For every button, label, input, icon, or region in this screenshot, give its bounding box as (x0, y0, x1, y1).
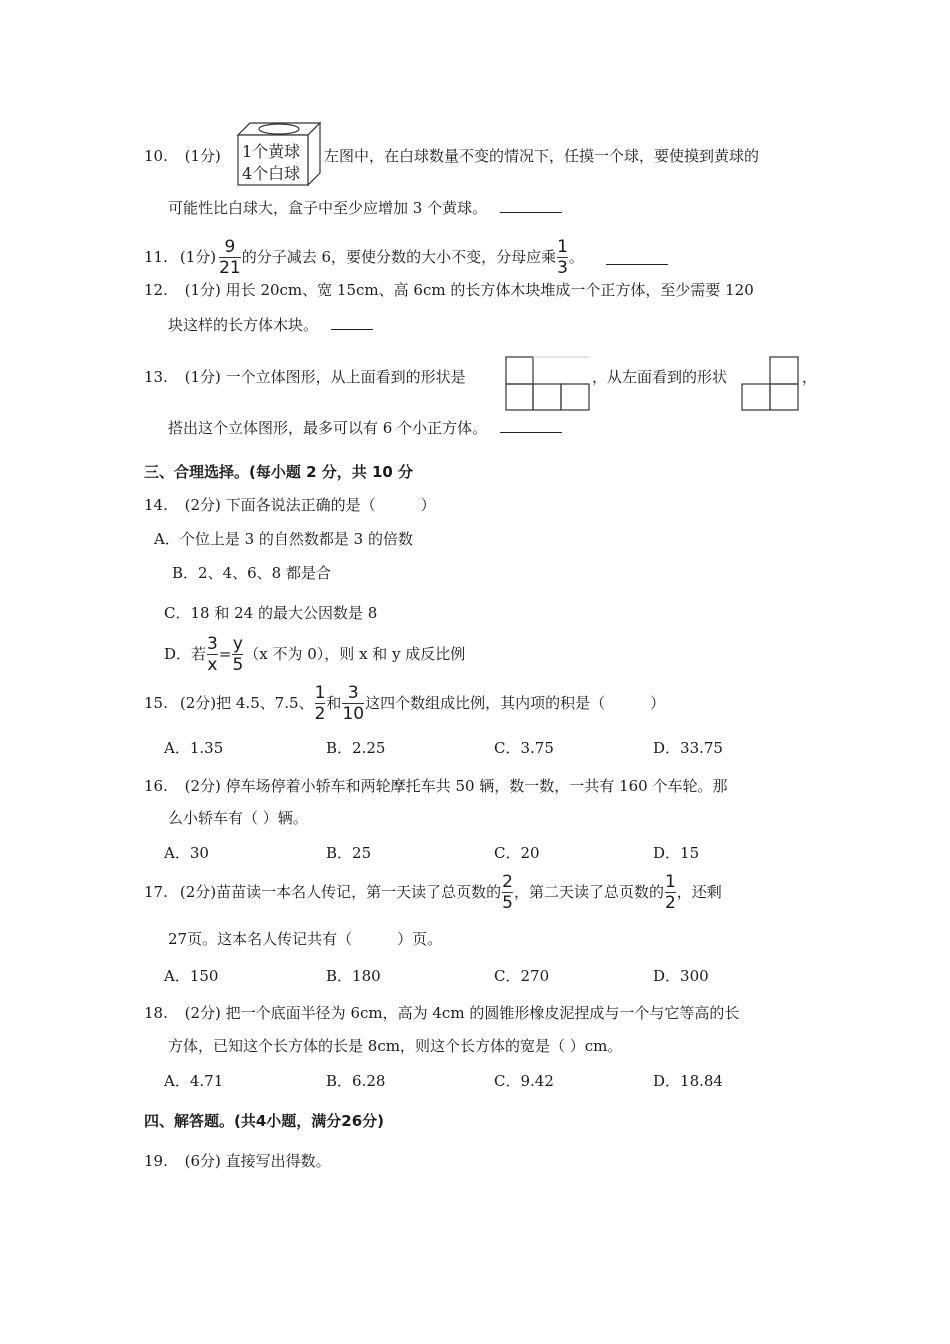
q16-text-a: 停车场停着小轿车和两轮摩托车共 50 辆，数一数，一共有 160 个车轮。那 (225, 777, 728, 795)
q17-frac2-numerator: 1 (664, 871, 676, 892)
q13-text-d: 搭出这个立体图形，最多可以有 6 个小正方体。 (168, 419, 488, 437)
q16-option-c[interactable]: C．20 (494, 844, 540, 862)
q14-option-c[interactable]: C．18 和 24 的最大公因数是 8 (164, 604, 378, 622)
box-label-yellow: 1个黄球 (242, 142, 301, 161)
q17-score: (2分) (179, 883, 217, 901)
q15-score: (2分) (179, 694, 217, 712)
q15-frac1-denominator: 2 (314, 703, 326, 724)
q11-text-b: 。 (568, 248, 584, 266)
q17-frac1-numerator: 2 (502, 871, 513, 892)
q15-text-b: 这四个数组成比例，其内项的积是（ ） (365, 694, 666, 712)
q19-score: (6分) (184, 1152, 221, 1170)
q11-text-a: 的分子减去 6，要使分数的大小不变，分母应乘 (241, 248, 557, 266)
q16-line1 (144, 776, 727, 796)
q18-text-a: 把一个底面半径为 6cm，高为 4cm 的圆锥形橡皮泥捏成与一个与它等高的长 (225, 1004, 740, 1022)
q16-score: (2分) (184, 777, 221, 795)
q14-option-d[interactable] (164, 634, 465, 674)
box-label-white: 4个白球 (242, 164, 301, 183)
q12-number: 12. (144, 281, 168, 299)
q17-option-c[interactable]: C．270 (494, 967, 550, 985)
q15-fraction-3-10 (342, 684, 364, 723)
q15-frac1-numerator: 1 (314, 682, 326, 703)
q14-optd-equals: = (218, 645, 232, 663)
q17-line1 (144, 872, 722, 912)
q14-fraction-y-5 (232, 635, 243, 674)
q13-number: 13. (144, 368, 168, 386)
q14-frac1-denominator: x (207, 654, 218, 675)
q12-answer-blank[interactable] (331, 315, 373, 330)
q16-number: 16. (144, 777, 168, 795)
q11-frac2-numerator: 1 (557, 236, 568, 257)
q14-number: 14. (144, 496, 168, 514)
q19-text: 直接写出得数。 (225, 1152, 331, 1170)
q14-line (144, 495, 436, 515)
q15-option-b[interactable]: B．2.25 (326, 739, 386, 757)
section-3-heading: 三、合理选择。(每小题 2 分，共 10 分 (144, 463, 414, 481)
q16-option-a[interactable]: A．30 (164, 844, 209, 862)
q15-number: 15. (144, 694, 168, 712)
q11-answer-blank[interactable] (606, 250, 668, 265)
q18-option-c[interactable]: C．9.42 (494, 1072, 554, 1090)
q13-text-b: ，从左面看到的形状 (592, 368, 728, 386)
q19-line (144, 1151, 331, 1171)
q17-option-d[interactable]: D．300 (653, 967, 709, 985)
q11-number: 11. (144, 248, 168, 266)
q16-option-b[interactable]: B．25 (326, 844, 372, 862)
q14-optd-pre: D．若 (164, 645, 207, 663)
q16-option-d[interactable]: D．15 (653, 844, 700, 862)
top-view-figure (505, 356, 591, 412)
q18-number: 18. (144, 1004, 168, 1022)
q14-optd-post: （x 不为 0），则 x 和 y 成反比例 (244, 645, 466, 663)
q14-option-a[interactable]: A．个位上是 3 的自然数都是 3 的倍数 (154, 530, 413, 548)
q13-answer-blank[interactable] (500, 418, 562, 433)
q17-text-c: ，还剩 (676, 883, 722, 901)
q12-text-a: 用长 20cm、宽 15cm、高 6cm 的长方体木块堆成一个正方体，至少需要 120 (225, 281, 754, 299)
q14-stem: 下面各说法正确的是（ ） (225, 496, 436, 514)
q11-fraction-1-3 (557, 238, 568, 277)
q18-line1 (144, 1003, 739, 1023)
q11-frac2-denominator: 3 (557, 257, 568, 278)
q11-line (144, 237, 668, 277)
q10-line2 (168, 198, 562, 218)
q14-frac1-numerator: 3 (207, 633, 218, 654)
q15-option-a[interactable]: A．1.35 (164, 739, 224, 757)
q12-line2 (168, 315, 373, 335)
q15-fraction-1-2 (315, 684, 326, 723)
q13-text-c: ， (802, 368, 818, 386)
q10-text-b: 可能性比白球大，盒子中至少应增加 3 个黄球。 (168, 199, 488, 217)
q15-line (144, 683, 665, 723)
q18-score: (2分) (184, 1004, 221, 1022)
section-4-heading: 四、解答题。(共4小题，满分26分) (144, 1112, 385, 1130)
q17-text-b: ，第二天读了总页数的 (513, 883, 664, 901)
q18-option-b[interactable]: B．6.28 (326, 1072, 386, 1090)
q10-number: 10. (144, 147, 168, 165)
q13-score: (1分) (184, 368, 221, 386)
q16-text-b: 么小轿车有（ ）辆。 (168, 809, 308, 827)
left-view-figure (740, 356, 800, 412)
q15-and: 和 (326, 694, 342, 712)
q10-text-a: 左图中，在白球数量不变的情况下，任摸一个球，要使摸到黄球的 (324, 147, 760, 165)
q17-number: 17. (144, 883, 168, 901)
q17-frac2-denominator: 2 (664, 892, 676, 913)
q17-text-d: 27页。这本名人传记共有（ ）页。 (168, 930, 443, 948)
q15-frac2-numerator: 3 (347, 682, 359, 703)
q10-score: (1分) (184, 147, 221, 165)
q17-text-a: 苗苗读一本名人传记，第一天读了总页数的 (216, 883, 502, 901)
q13-line1 (144, 367, 466, 387)
ball-box-image (236, 121, 322, 187)
q15-option-c[interactable]: C．3.75 (494, 739, 554, 757)
q15-option-d[interactable]: D．33.75 (653, 739, 723, 757)
q17-fraction-2-5 (502, 873, 513, 912)
q18-text-b: 方体，已知这个长方体的长是 8cm，则这个长方体的宽是（ ）cm。 (168, 1037, 623, 1055)
q15-text-a: 把 4.5、7.5、 (216, 694, 314, 712)
q13-text-a: 一个立体图形，从上面看到的形状是 (225, 368, 466, 386)
q14-option-b[interactable]: B．2、4、6、8 都是合 (172, 564, 331, 582)
q19-number: 19. (144, 1152, 168, 1170)
q17-option-b[interactable]: B．180 (326, 967, 381, 985)
q11-fraction-9-21 (219, 238, 241, 277)
q14-frac2-numerator: y (232, 633, 243, 654)
q14-frac2-denominator: 5 (232, 654, 244, 675)
q18-option-a[interactable]: A．4.71 (164, 1072, 224, 1090)
q13-line2 (168, 418, 562, 438)
q17-fraction-1-2 (665, 873, 676, 912)
q17-frac1-denominator: 5 (502, 892, 513, 913)
q11-score: (1分) (179, 248, 217, 266)
q12-text-b: 块这样的长方体木块。 (168, 316, 319, 334)
q18-option-d[interactable]: D．18.84 (653, 1072, 723, 1090)
q10-line1 (144, 146, 221, 166)
q11-frac1-numerator: 9 (224, 236, 236, 257)
q17-option-a[interactable]: A．150 (164, 967, 219, 985)
q15-frac2-denominator: 10 (342, 703, 365, 724)
q12-line1 (144, 280, 754, 300)
q14-score: (2分) (184, 496, 221, 514)
q12-score: (1分) (184, 281, 221, 299)
q14-fraction-3-x (207, 635, 218, 674)
q10-answer-blank[interactable] (500, 198, 562, 213)
q11-frac1-denominator: 21 (219, 257, 241, 278)
